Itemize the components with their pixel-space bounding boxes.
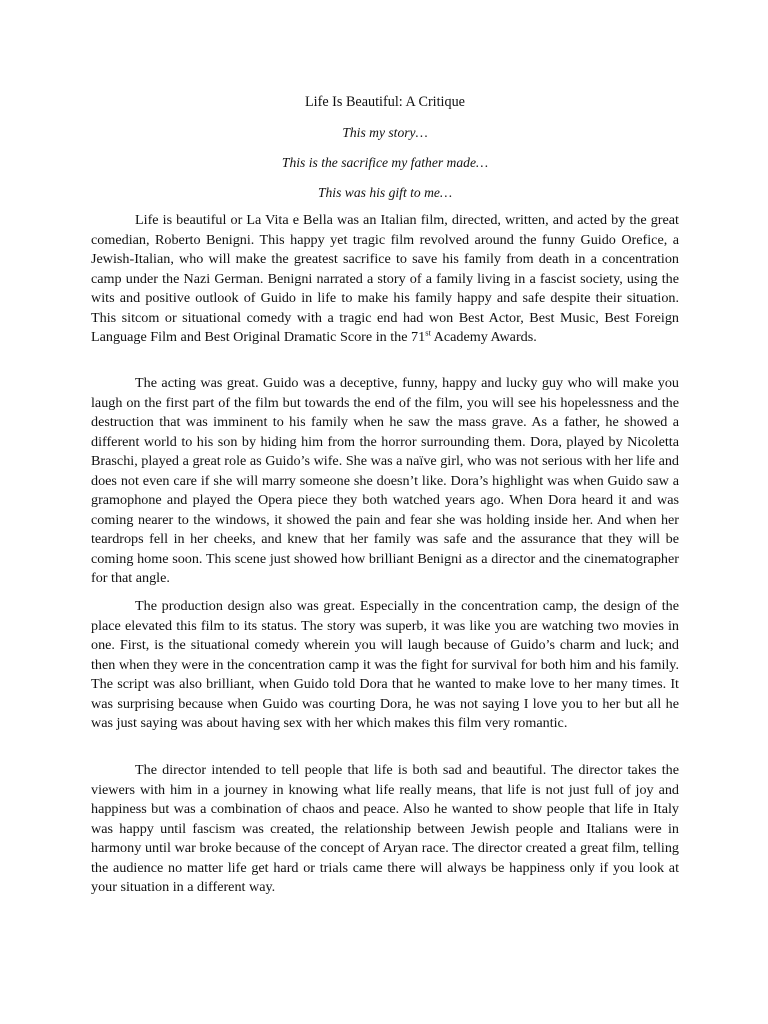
paragraph-1-text-end: Academy Awards. <box>430 329 537 345</box>
epigraph-line-2: This is the sacrifice my father made… <box>281 155 489 170</box>
paragraph-3: The production design also was great. Especially in the concentration camp, the design of the place elevated this film to its status. The story was superb, it was like you are watching two movies in one. First, is the situational comedy wherein you will laugh because of Guido’s charm and luck; and then when they were in the concentration camp it was the fight for survival for both him and his family. The script was also brilliant, when Guido told Dora that he wanted to make love to her many times. It was surprising because when Guido was courting Dora, he was not saying I love you to her but all he was just saying was about having sex with her which makes this film very romantic. <box>91 598 679 731</box>
document-title: Life Is Beautiful: A Critique <box>305 94 465 110</box>
ordinal-suffix: st <box>425 327 431 338</box>
paragraph-4: The director intended to tell people that life is both sad and beautiful. The director takes the viewers with him in a journey in knowing what life really means, that life is not just full of joy and happiness but was a combination of chaos and peace. Also he wanted to show people that life in Italy was happy until fascism was created, the relationship between Jewish people and Italians were in harmony until war broke because of the concept of Aryan race. The director created a great film, telling the audience no matter life get hard or trials came there will always be happiness only if you look at your situation in a different way. <box>91 762 679 895</box>
paragraph-1 <box>91 211 679 348</box>
epigraph-line-3: This was his gift to me… <box>317 185 453 200</box>
paragraph-1-text: Life is beautiful or La Vita e Bella was an Italian film, directed, written, and acted by the great comedian, Roberto Benigni. This happy yet tragic film revolved around the funny Guido Orefice, a Jewish-Italian, who will make the greatest sacrifice to save his family from death in a concentration camp under the Nazi German. Benigni narrated a story of a family living in a fascist society, using the wits and positive outlook of Guido in life to make his family happy and safe despite their situation. This sitcom or situational comedy with a tragic end had won Best Actor, Best Music, Best Foreign Language Film and Best Original Dramatic Score in the 71 <box>91 212 679 345</box>
paragraph-2: The acting was great. Guido was a deceptive, funny, happy and lucky guy who will make you laugh on the first part of the film but towards the end of the film, you will see his hopelessness and the destruction that was imminent to his family when he saw the mass grave. As a father, he showed a different world to his son by hiding him from the horror surrounding them. Dora, played by Nicoletta Braschi, played a great role as Guido’s wife. She was a naïve girl, who was not serious with her life and does not even care if she will marry someone she doesn’t like. Dora’s highlight was when Guido saw a gramophone and played the Opera piece they both watched years ago. When Dora heard it and was coming nearer to the windows, it showed the pain and fear she was holding inside her. And when her teardrops fell in her cheeks, and knew that her family was safe and the assurance that they will be coming home soon. This scene just showed how brilliant Benigni as a director and the cinematographer for that angle. <box>91 375 679 586</box>
epigraph-line-1: This my story… <box>342 125 428 140</box>
